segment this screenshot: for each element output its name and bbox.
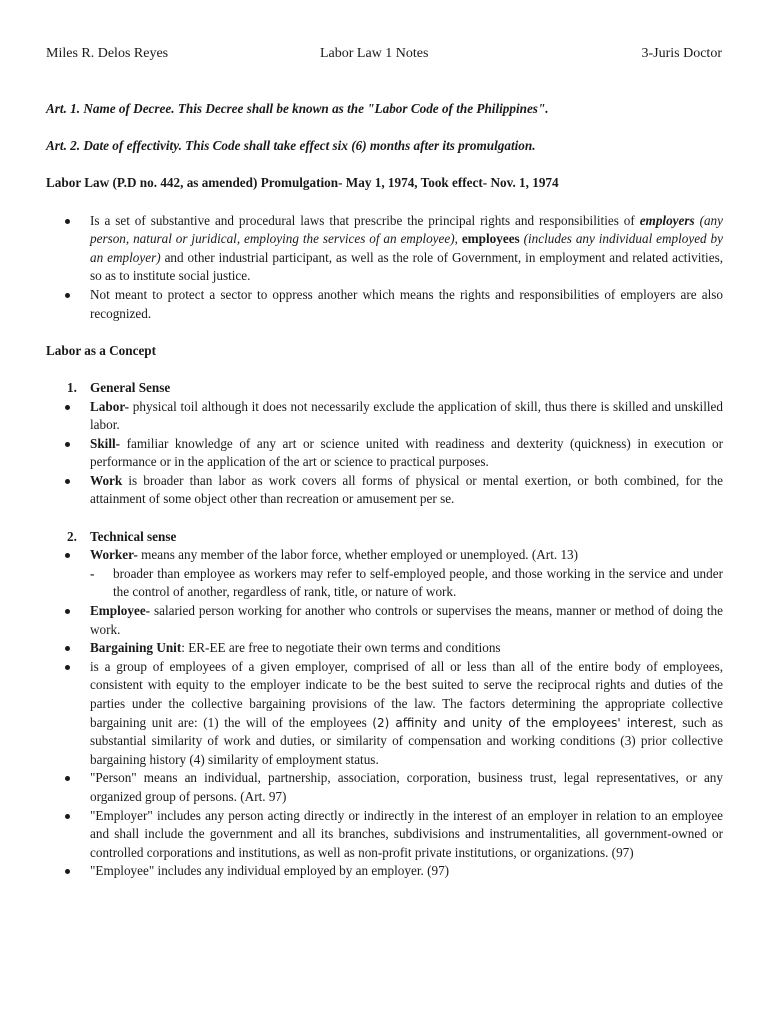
list-item: "Employer" includes any person acting directly or indirectly in the interest of an employer in relation to an employee and shall include the government and all its branches, subdivisions and instrumentalities, all government-owned or controlled corporations and institutions, as well as non-profit private institutions, or organizations. (97): [46, 807, 723, 863]
article-1: Art. 1. Name of Decree. This Decree shall be known as the "Labor Code of the Philippines".: [46, 101, 549, 116]
bullet-icon: [65, 553, 70, 558]
bullet-icon: [65, 869, 70, 874]
technical-sense-list: [46, 546, 723, 565]
list-item: Not meant to protect a sector to oppress another which means the rights and responsibilities of employers are also recognized.: [46, 286, 723, 323]
numbered-heading-technical: 2. Technical sense: [67, 528, 177, 544]
employers-definition: (any person, natural or juridical, employing the services of an employee): [90, 212, 723, 247]
bullet-icon: [65, 776, 70, 781]
bullet-icon: [65, 219, 70, 224]
list-item: Work is broader than labor as work covers all forms of physical or mental exertion, or both combined, for the attainment of some object other than recreation or amusement per se.: [46, 472, 723, 509]
list-item: Employee- salaried person working for another who controls or supervises the means, manner or method of doing the work.: [46, 602, 723, 639]
list-item: Worker- means any member of the labor force, whether employed or unemployed. (Art. 13): [46, 546, 723, 565]
labor-law-heading: Labor Law (P.D no. 442, as amended) Promulgation- May 1, 1974, Took effect- Nov. 1, 1974: [46, 175, 559, 191]
list-item: Bargaining Unit: ER-EE are free to negotiate their own terms and conditions: [46, 639, 723, 658]
bullet-icon: [65, 609, 70, 614]
bullet-icon: [65, 665, 70, 670]
list-item: "Person" means an individual, partnership, association, corporation, business trust, legal representatives, or any organized group of persons. (Art. 97): [46, 769, 723, 806]
header-title: Labor Law 1 Notes: [320, 46, 429, 61]
bullet-icon: [65, 442, 70, 447]
list-item: Is a set of substantive and procedural laws that prescribe the principal rights and responsibilities of employers (any person, natural or juridical, employing the services of an employee), employees (includes any individual employed by an employer) and other industrial participant, as well as the role of Government, in employment and related activities, so as to institute social justice.: [46, 212, 723, 286]
bullet-icon: [65, 814, 70, 819]
article-2: Art. 2. Date of effectivity. This Code shall take effect six (6) months after its promulgation.: [46, 138, 536, 154]
numbered-heading-general: 1. General Sense: [67, 379, 171, 395]
header-author: Miles R. Delos Reyes: [46, 46, 169, 61]
page-header: [46, 45, 722, 65]
bullet-icon: [65, 646, 70, 651]
header-course: 3-Juris Doctor: [641, 46, 722, 61]
list-item: "Employee" includes any individual employed by an employer. (97): [46, 862, 723, 881]
bullet-icon: [65, 405, 70, 410]
section-heading: Labor as a Concept: [46, 342, 157, 358]
list-item: Labor- physical toil although it does not necessarily exclude the application of skill, thus there is skilled and unskilled labor.: [46, 398, 723, 435]
term-employers: employers: [639, 212, 695, 228]
bullet-icon: [65, 293, 70, 298]
term-employees: employees: [461, 231, 520, 247]
bullet-icon: [65, 479, 70, 484]
technical-sense-list-continued: [46, 602, 723, 881]
list-item: is a group of employees of a given employer, comprised of all or less than all of the entire body of employees, consistent with equity to the employer indicate to be the best suited to serve the reciprocal rights and duties of the parties under the collective bargaining provisions of the law. The factors determining the appropriate collective bargaining unit are: (1) the will of the employees (2) affinity and unity of the employees' interest, such as substantial similarity of work and duties, or similarity of compensation and working conditions (3) prior collective bargaining history (4) similarity of employment status.: [46, 658, 723, 770]
sub-list-item: - broader than employee as workers may refer to self-employed people, and those working in the service and under the control of another, regardless of rank, title, or nature of work.: [90, 565, 723, 600]
employees-definition: (includes any individual employed by an employer): [90, 231, 723, 265]
general-sense-list: [46, 398, 723, 510]
document-body: [46, 100, 723, 881]
intro-bullet-list: [46, 212, 723, 324]
list-item: Skill- familiar knowledge of any art or science united with readiness and dexterity (quickness) in execution or performance or in the application of the art or science to practical purposes.: [46, 435, 723, 472]
dash-icon: -: [90, 565, 95, 581]
